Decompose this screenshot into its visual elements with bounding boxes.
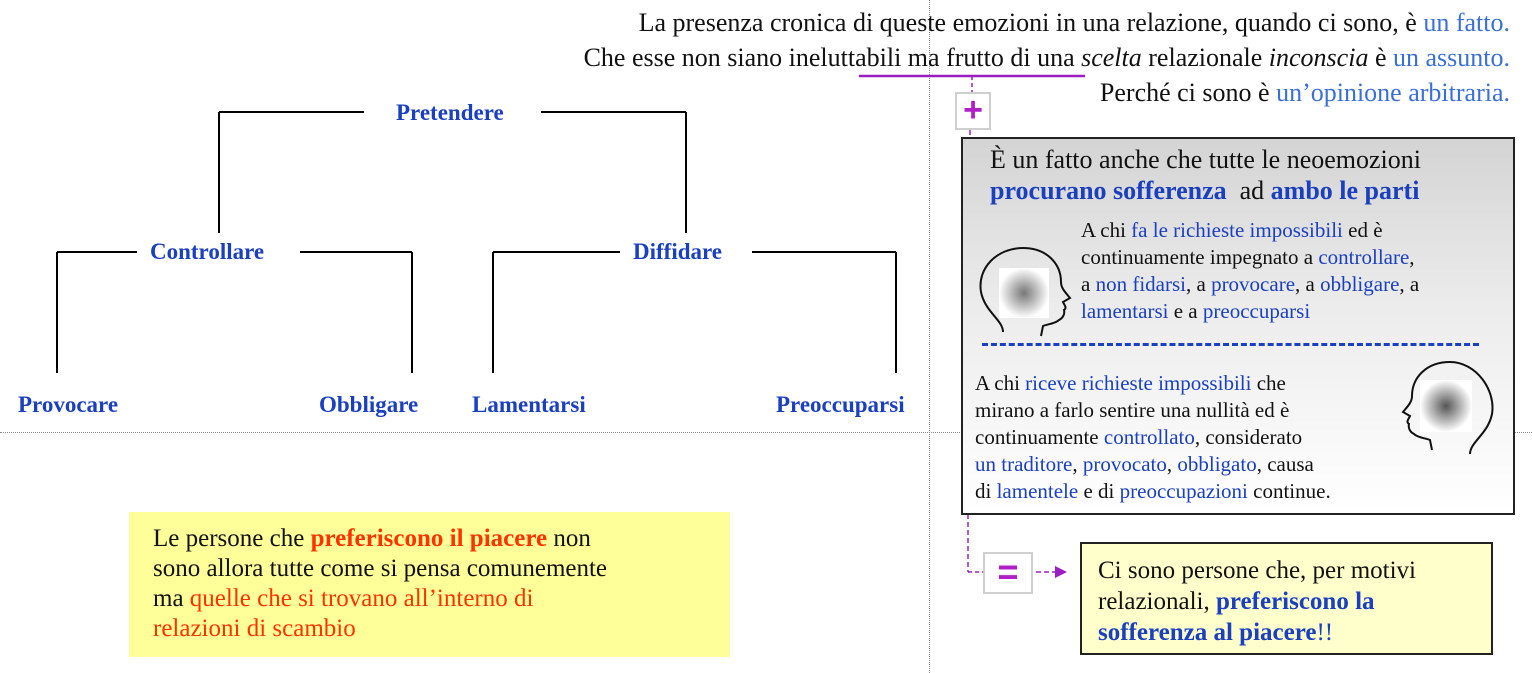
node-leaf: Lamentarsi — [472, 392, 586, 417]
header-line-2-part: frutto di una — [946, 43, 1082, 72]
text-line: mirano a farlo sentire una nullità ed è — [975, 398, 1290, 422]
highlight: quelle che si trovano all’interno di — [189, 585, 534, 612]
text-run: che — [1251, 371, 1286, 395]
text-run: ma — [153, 585, 190, 612]
text-run: non — [547, 525, 591, 552]
text-run: continuamente impegnato a — [1081, 245, 1319, 269]
header-line-1-text: La presenza cronica di queste emozioni in una relazione, quando ci sono, è — [638, 8, 1424, 37]
highlight: controllato — [1103, 425, 1195, 449]
dashed-separator — [982, 343, 1479, 346]
text-line — [153, 584, 607, 614]
main-box-title-line — [990, 175, 1421, 206]
header-line-2-highlight: un assunto. — [1393, 43, 1510, 72]
text-line — [153, 524, 607, 554]
text-line — [975, 478, 1331, 505]
text-line — [975, 424, 1331, 451]
text-line — [1081, 244, 1419, 271]
node-root: Pretendere — [396, 100, 504, 125]
text-run: A chi — [1081, 218, 1132, 242]
text-run: , a — [1295, 272, 1321, 296]
highlight: preoccuparsi — [1202, 299, 1311, 323]
text-run: A chi — [975, 371, 1026, 395]
text-line: relazioni di scambio — [153, 615, 356, 642]
highlight: riceve richieste impossibili — [1025, 371, 1252, 395]
text-run: , a — [1185, 272, 1212, 296]
main-box-title — [990, 144, 1421, 206]
header-line-2-part: Che esse non siano ineluttabili ma — [583, 43, 947, 72]
text-line: sono allora tutte come si pensa comunemente — [153, 555, 608, 582]
emphasis: procurano sofferenza — [990, 176, 1227, 205]
emphasis: preferiscono il piacere — [310, 525, 548, 552]
paragraph-receiver — [975, 370, 1331, 505]
text-run: , — [1072, 452, 1083, 476]
node-leaf: Provocare — [18, 392, 119, 417]
header-line-3-text: Perché ci sono è — [1099, 78, 1277, 107]
text-run: , — [1166, 452, 1178, 476]
text-line — [1081, 271, 1419, 298]
highlight: lamentele — [996, 479, 1079, 503]
text-line — [1098, 617, 1416, 648]
highlight: fa le richieste impossibili — [1131, 218, 1343, 242]
result-text — [1098, 555, 1416, 648]
text-line — [1098, 586, 1416, 617]
yellow-note-text — [153, 524, 607, 644]
text-line — [1081, 298, 1419, 325]
text-run: continue. — [1247, 479, 1331, 503]
text-run: a — [1081, 272, 1096, 296]
text-run: , considerato — [1194, 425, 1303, 449]
highlight: preoccupazioni — [1119, 479, 1248, 503]
equals-operator: = — [983, 552, 1033, 594]
highlight: obbligato — [1177, 452, 1257, 476]
highlight: lamentarsi — [1081, 299, 1169, 323]
head-silhouette-icon — [1398, 356, 1498, 456]
highlight: provocare — [1211, 272, 1296, 296]
header-line-3-highlight: un’opinione arbitraria. — [1276, 78, 1510, 107]
plus-operator: + — [955, 92, 991, 130]
text-run: e di — [1078, 479, 1120, 503]
text-run: ed è — [1342, 218, 1383, 242]
header-line-2-part: è — [1368, 43, 1393, 72]
header-line-2-italic: inconscia — [1268, 43, 1369, 72]
text-run: !! — [1316, 619, 1334, 646]
text-line — [975, 370, 1331, 397]
text-run: , causa — [1256, 452, 1314, 476]
text-run: relazionali, — [1098, 588, 1216, 615]
head-silhouette-icon — [975, 240, 1075, 340]
header-line-1-highlight: un fatto. — [1423, 8, 1510, 37]
header-line-2-part: relazionale — [1141, 43, 1269, 72]
node-leaf: Preoccuparsi — [776, 392, 905, 417]
text-run: , — [1409, 245, 1415, 269]
highlight: non fidarsi — [1095, 272, 1186, 296]
highlight: obbligare — [1320, 272, 1400, 296]
node-right: Diffidare — [633, 239, 723, 264]
main-box-title-line: È un fatto anche che tutte le neoemozioni — [990, 145, 1421, 174]
text-run: continuamente — [975, 425, 1104, 449]
highlight: provocato — [1082, 452, 1167, 476]
text-run: e a — [1168, 299, 1203, 323]
arrow-head — [1055, 566, 1067, 578]
emphasis: sofferenza al piacere — [1098, 619, 1317, 646]
highlight: un traditore — [975, 452, 1073, 476]
highlight: controllare — [1318, 245, 1410, 269]
text-line — [1081, 217, 1419, 244]
text-run: , a — [1399, 272, 1420, 296]
text-line — [975, 451, 1331, 478]
text-line: Ci sono persone che, per motivi — [1098, 557, 1416, 584]
node-leaf: Obbligare — [319, 392, 419, 417]
text-run: di — [975, 479, 997, 503]
node-left: Controllare — [150, 239, 265, 264]
text-run: Le persone che — [153, 525, 311, 552]
emphasis: preferiscono la — [1216, 588, 1375, 615]
paragraph-requester — [1081, 217, 1419, 325]
main-box-title-text: ad — [1226, 176, 1271, 205]
emphasis: ambo le parti — [1270, 176, 1420, 205]
header-line-2-italic: scelta — [1081, 43, 1142, 72]
